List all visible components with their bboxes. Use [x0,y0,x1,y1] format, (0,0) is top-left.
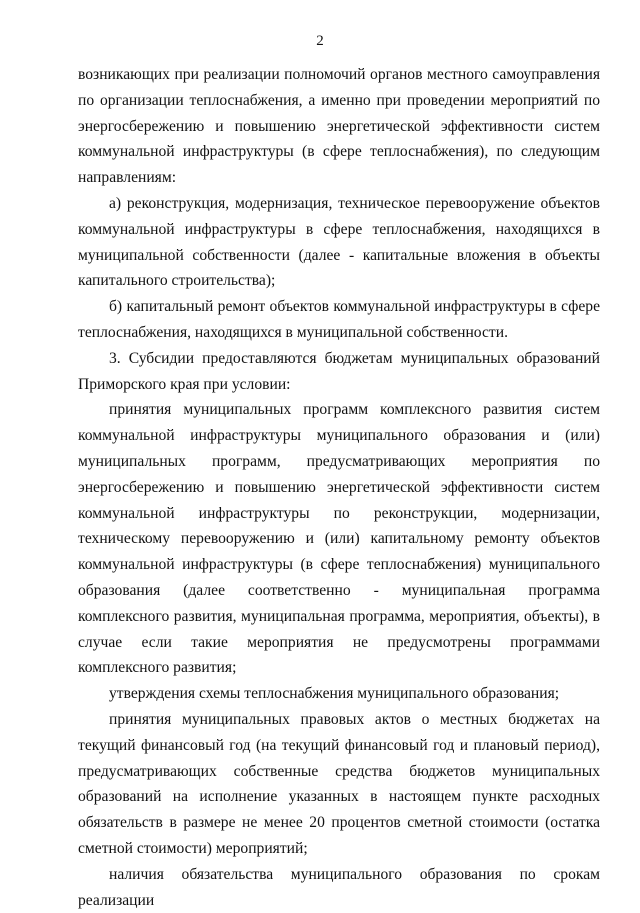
paragraph-item-a: а) реконструкция, модернизация, техническое перевооружение объектов коммунальной инфраструктуры в сфере теплоснабжения, находящихся в муниципальной собственности (далее - капитальные вложения в объекты капитального строительства); [78,194,600,290]
page-number: 2 [316,33,324,49]
paragraph-condition-budget-acts: принятия муниципальных правовых актов о местных бюджетах на текущий финансовый год (на текущий финансовый год и плановый период), предусматривающих собственные средства бюджетов муниципальных образований на исполнение указанных в настоящем пункте расходных обязательств в размере не менее 20 процентов сметной стоимости (остатка сметной стоимости) мероприятий; [78,710,600,857]
document-body [78,62,600,913]
paragraph-condition-heat-scheme: утверждения схемы теплоснабжения муниципального образования; [109,685,560,703]
paragraph-clause-3: 3. Субсидии предоставляются бюджетам муниципальных образований Приморского края при условии: [78,349,600,393]
paragraph-condition-obligation: наличия обязательства муниципального образования по срокам реализации [78,865,600,909]
paragraph-item-b: б) капитальный ремонт объектов коммунальной инфраструктуры в сфере теплоснабжения, находящихся в муниципальной собственности. [78,298,600,341]
paragraph-continuation: возникающих при реализации полномочий органов местного самоуправления по организации теплоснабжения, а именно при проведении мероприятий по энергосбережению и повышению энергетической эффективности систем коммунальной инфраструктуры (в сфере теплоснабжения), по следующим направлениям: [78,66,600,187]
paragraph-condition-programs: принятия муниципальных программ комплексного развития систем коммунальной инфраструктуры муниципального образования и (или) муниципальных программ, предусматривающих мероприятия по энергосбережению и повышению энергетической эффективности систем коммунальной инфраструктуры по реконструкции, модернизации, техническому перевооружению и (или) капитальному ремонту объектов коммунальной инфраструктуры (в сфере теплоснабжения) муниципального образования (далее соответственно - муниципальная программа комплексного развития, муниципальная программа, мероприятия, объекты), в случае если такие мероприятия не предусмотрены программами комплексного развития; [78,401,600,677]
